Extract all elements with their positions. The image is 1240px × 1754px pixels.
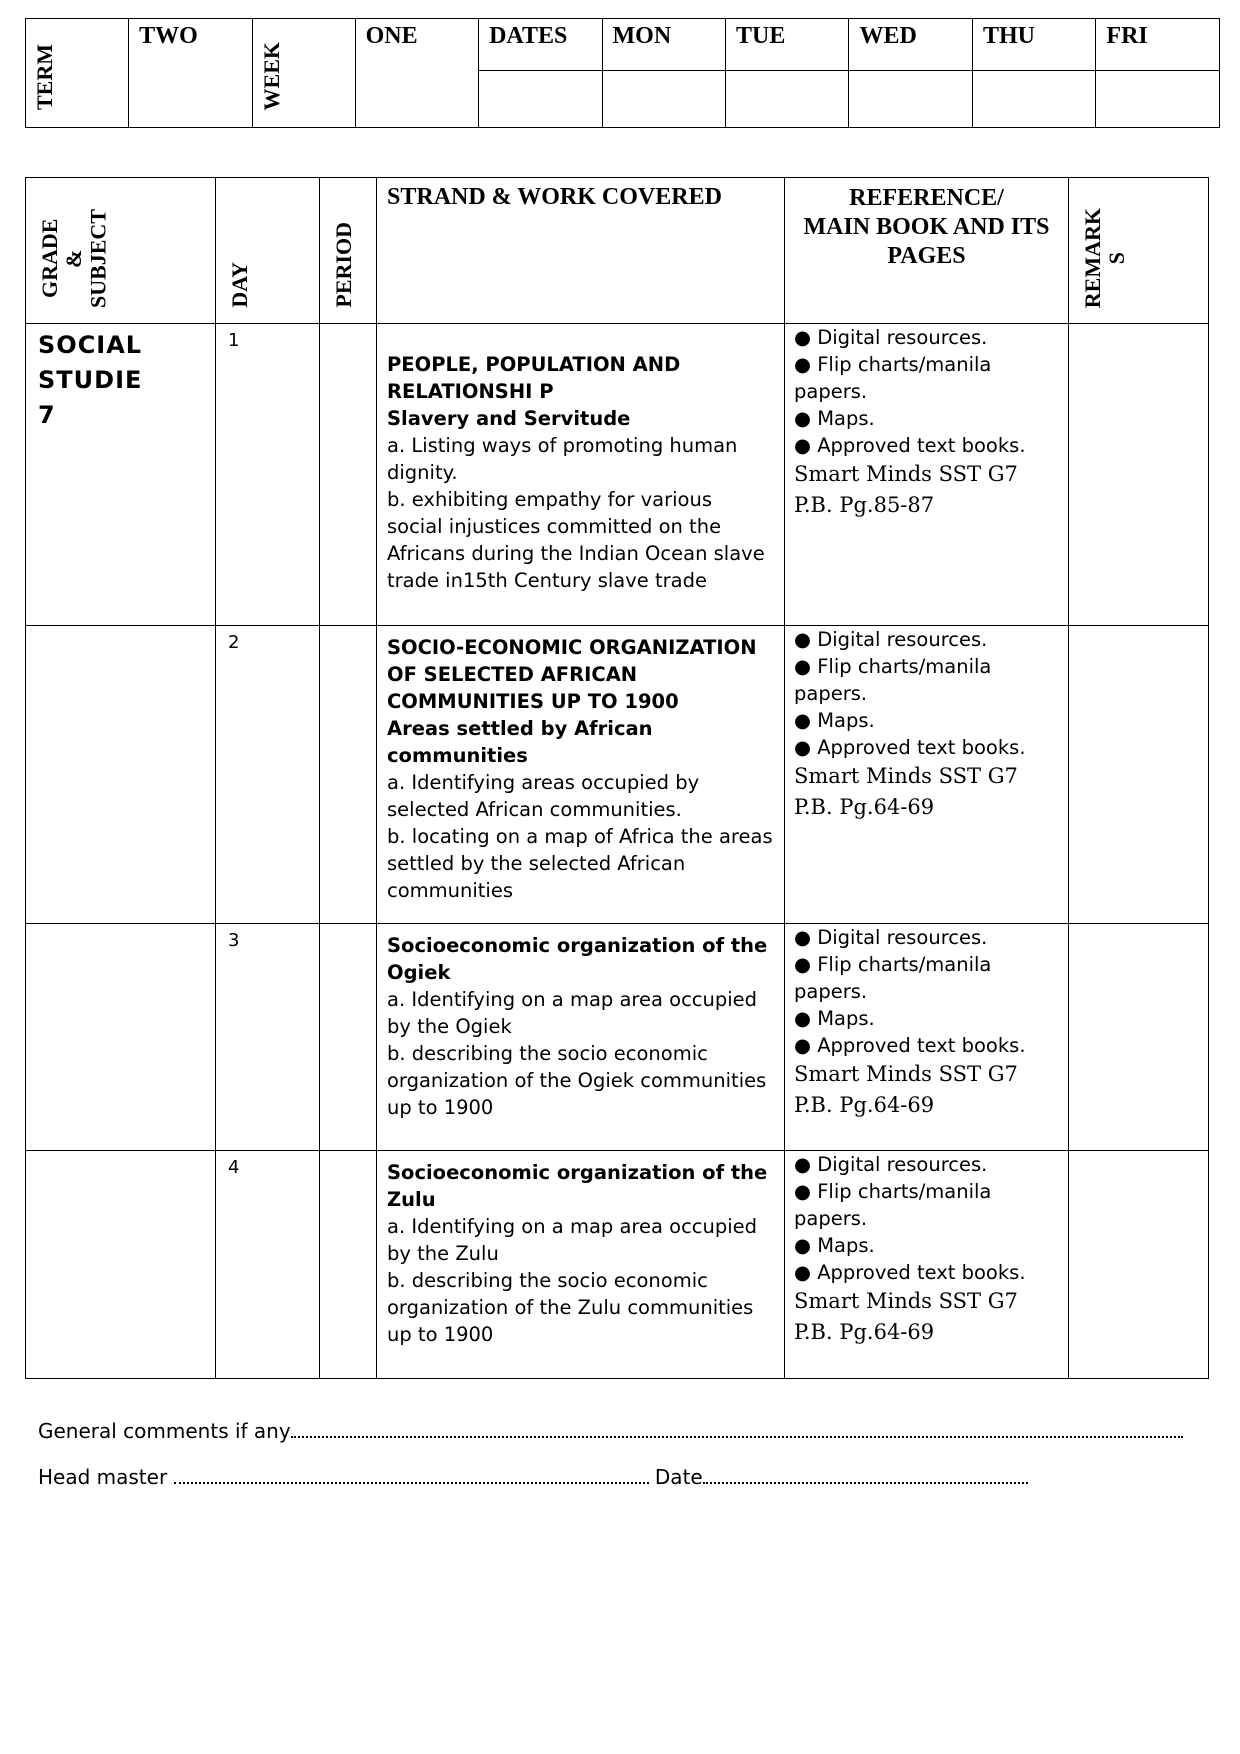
table-row — [26, 1151, 1209, 1379]
week-label: WEEK — [258, 41, 284, 110]
headmaster-label: Head master — [38, 1465, 168, 1489]
subject-cell — [26, 924, 216, 1151]
grade-subject-header: GRADE & SUBJECT — [26, 178, 216, 324]
day-fri: FRI — [1096, 19, 1220, 71]
date-label: Date — [654, 1465, 703, 1489]
day-number: 1 — [216, 324, 320, 626]
signature-line — [38, 1464, 1028, 1489]
subject-cell: SOCIAL STUDIE 7 — [26, 324, 216, 626]
date-cell — [972, 71, 1095, 128]
reference-cell: ● Digital resources. ● Flip charts/manila papers. ● Maps. ● Approved text books. Smart Minds SST G7 P.B. Pg.64-69 — [785, 626, 1069, 924]
reference-header: REFERENCE/ MAIN BOOK AND ITS PAGES — [785, 178, 1069, 324]
term-value: TWO — [129, 19, 252, 128]
table-row — [26, 924, 1209, 1151]
remarks-cell — [1069, 924, 1209, 1151]
date-cell — [479, 71, 602, 128]
date-cell — [1096, 71, 1220, 128]
strand-header: STRAND & WORK COVERED — [377, 178, 785, 324]
period-cell — [320, 924, 377, 1151]
day-wed: WED — [849, 19, 972, 71]
reference-cell: ● Digital resources. ● Flip charts/manila papers. ● Maps. ● Approved text books. Smart Minds SST G7 P.B. Pg.64-69 — [785, 924, 1069, 1151]
reference-cell: ● Digital resources. ● Flip charts/manila papers. ● Maps. ● Approved text books. Smart Minds SST G7 P.B. Pg.85-87 — [785, 324, 1069, 626]
remarks-cell — [1069, 1151, 1209, 1379]
subject-cell — [26, 1151, 216, 1379]
work-covered: PEOPLE, POPULATION AND RELATIONSHI P Slavery and Servitude a. Listing ways of promoting human dignity. b. exhibiting empathy for various social injustices committed on the Africans during the Indian Ocean slave trade in15th Century slave trade — [377, 324, 785, 626]
period-cell — [320, 1151, 377, 1379]
comments-dotted-line[interactable] — [291, 1418, 1183, 1438]
day-header: DAY — [216, 178, 320, 324]
lesson-plan-table — [25, 177, 1209, 1379]
day-tue: TUE — [726, 19, 849, 71]
period-cell — [320, 626, 377, 924]
remarks-cell — [1069, 626, 1209, 924]
date-dotted-line[interactable] — [703, 1464, 1028, 1484]
day-number: 2 — [216, 626, 320, 924]
reference-cell: ● Digital resources. ● Flip charts/manila papers. ● Maps. ● Approved text books. Smart Minds SST G7 P.B. Pg.64-69 — [785, 1151, 1069, 1379]
table-row — [26, 324, 1209, 626]
day-number: 3 — [216, 924, 320, 1151]
week-label-cell — [252, 19, 355, 128]
work-covered: Socioeconomic organization of the Zulu a. Identifying on a map area occupied by the Zulu b. describing the socio economic organization of the Zulu communities up to 1900 — [377, 1151, 785, 1379]
date-cell — [602, 71, 725, 128]
day-mon: MON — [602, 19, 725, 71]
general-comments-label: General comments if any — [38, 1419, 291, 1443]
work-covered: Socioeconomic organization of the Ogiek a. Identifying on a map area occupied by the Ogiek b. describing the socio economic organization of the Ogiek communities up to 1900 — [377, 924, 785, 1151]
week-value: ONE — [355, 19, 478, 128]
general-comments-line — [38, 1418, 1183, 1443]
day-thu: THU — [972, 19, 1095, 71]
date-cell — [849, 71, 972, 128]
subject-cell — [26, 626, 216, 924]
term-week-table — [25, 18, 1220, 128]
term-label-cell — [26, 19, 129, 128]
term-label: TERM — [32, 44, 57, 110]
dates-label: DATES — [479, 19, 602, 71]
work-covered: SOCIO-ECONOMIC ORGANIZATION OF SELECTED AFRICAN COMMUNITIES UP TO 1900 Areas settled by African communities a. Identifying areas occupied by selected African communities. b. locating on a map of Africa the areas settled by the selected African communities — [377, 626, 785, 924]
table-header-row — [26, 178, 1209, 324]
date-cell — [726, 71, 849, 128]
remarks-header: REMARK S — [1069, 178, 1209, 324]
remarks-cell — [1069, 324, 1209, 626]
period-cell — [320, 324, 377, 626]
period-header: PERIOD — [320, 178, 377, 324]
headmaster-dotted-line[interactable] — [174, 1464, 649, 1484]
table-row — [26, 626, 1209, 924]
day-number: 4 — [216, 1151, 320, 1379]
